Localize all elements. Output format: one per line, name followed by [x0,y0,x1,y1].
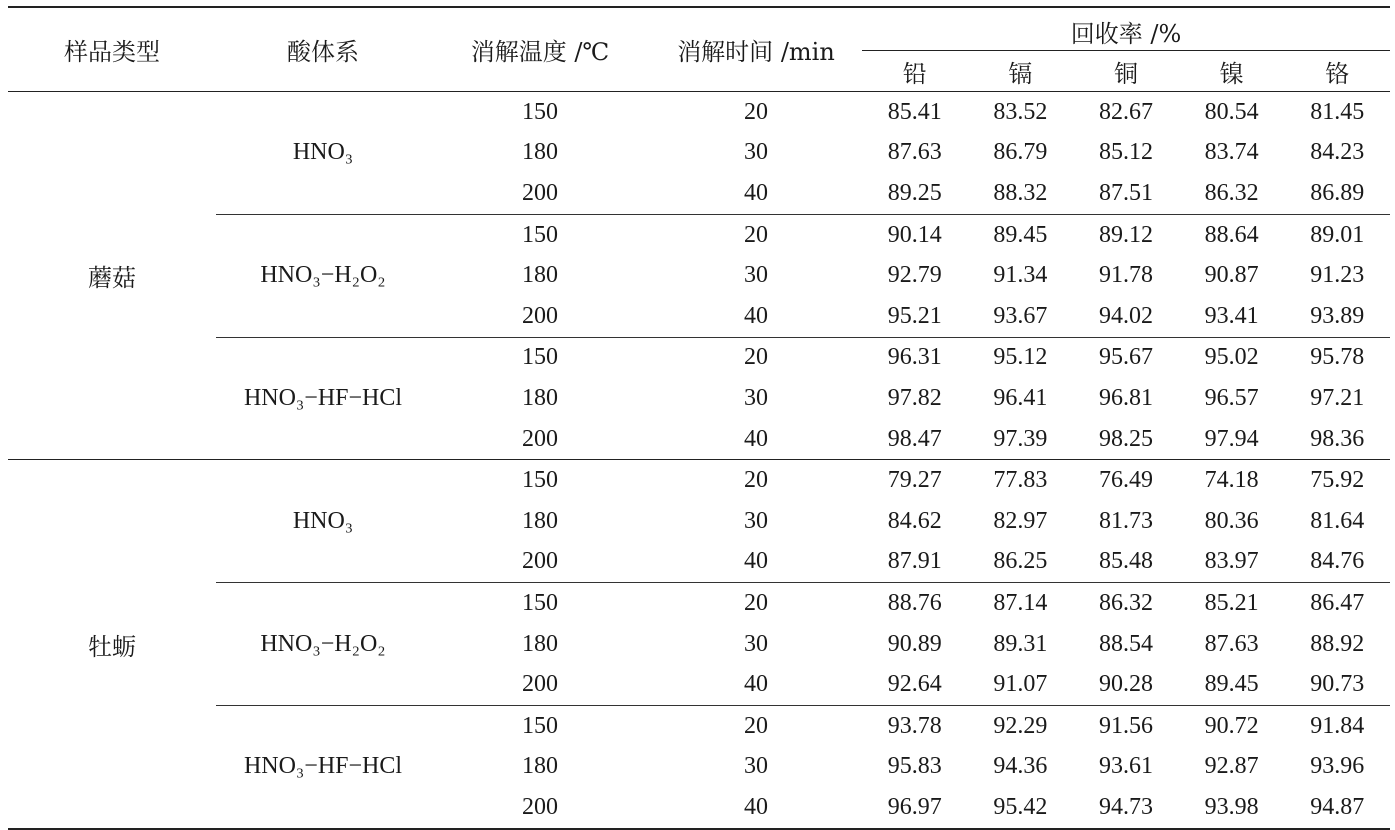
table-body [8,92,1390,829]
cadmium-recovery-cell: 82.97 [993,507,1048,534]
chromium-recovery-cell: 91.84 [1310,712,1365,739]
lead-recovery-cell: 93.78 [887,712,942,739]
nickel-recovery-cell: 93.41 [1179,296,1285,337]
chromium-recovery-cell: 89.01 [1310,221,1365,248]
acid-system-cell: HNO₃−H₂O₂ [216,214,430,337]
lead-recovery-cell: 97.82 [887,384,942,411]
cadmium-recovery-cell: 92.29 [993,712,1048,739]
acid-system-cell: HNO₃−H₂O₂ [216,583,430,706]
copper-recovery-cell: 86.32 [1098,589,1153,616]
lead-recovery-cell: 87.63 [887,139,942,166]
temperature-cell: 150 [522,98,558,125]
lead-recovery-cell: 92.64 [862,664,968,705]
chromium-recovery-cell: 81.64 [1310,507,1365,534]
temperature-cell: 150 [522,589,558,616]
temperature-cell: 150 [522,221,558,248]
chromium-recovery-cell: 86.89 [1284,173,1390,214]
lead-recovery-cell: 96.31 [887,344,942,371]
nickel-recovery-cell: 88.64 [1204,221,1259,248]
lead-recovery-cell: 95.83 [887,753,942,780]
time-cell: 40 [650,296,862,337]
cadmium-recovery-cell: 87.14 [993,589,1048,616]
nickel-recovery-cell: 90.87 [1204,262,1259,289]
copper-recovery-cell: 95.67 [1098,344,1153,371]
time-cell: 20 [744,98,768,125]
nickel-recovery-cell: 85.21 [1204,589,1259,616]
table-row [8,214,1390,255]
time-cell: 20 [744,467,768,494]
table-row [8,583,1390,624]
nickel-recovery-cell: 80.36 [1204,507,1259,534]
lead-recovery-cell: 89.25 [862,173,968,214]
cadmium-recovery-cell: 97.39 [968,419,1074,460]
chromium-recovery-cell: 94.87 [1284,787,1390,829]
copper-recovery-cell: 88.54 [1098,630,1153,657]
nickel-recovery-cell: 93.98 [1179,787,1285,829]
copper-recovery-cell: 85.12 [1098,139,1153,166]
table-header [8,7,1390,92]
copper-recovery-cell: 91.78 [1098,262,1153,289]
copper-recovery-cell: 89.12 [1098,221,1153,248]
table-row [8,337,1390,378]
table-row [8,460,1390,501]
nickel-recovery-cell: 80.54 [1204,98,1259,125]
temperature-cell: 180 [522,753,558,780]
table-row [8,705,1390,746]
copper-recovery-cell: 82.67 [1098,98,1153,125]
time-cell: 40 [650,787,862,829]
copper-recovery-cell: 96.81 [1098,384,1153,411]
copper-recovery-cell: 90.28 [1073,664,1179,705]
nickel-recovery-cell: 83.74 [1204,139,1259,166]
lead-recovery-cell: 96.97 [862,787,968,829]
temperature-cell: 200 [430,787,650,829]
chromium-recovery-cell: 91.23 [1310,262,1365,289]
temperature-cell: 180 [522,507,558,534]
temperature-cell: 180 [522,384,558,411]
cadmium-recovery-cell: 77.83 [993,467,1048,494]
time-cell: 20 [744,344,768,371]
lead-recovery-cell: 95.21 [862,296,968,337]
lead-recovery-cell: 90.14 [887,221,942,248]
nickel-recovery-cell: 86.32 [1179,173,1285,214]
chromium-recovery-cell: 95.78 [1310,344,1365,371]
header-element-chromium: 铬 [1284,51,1390,92]
time-cell: 40 [650,664,862,705]
copper-recovery-cell: 87.51 [1073,173,1179,214]
nickel-recovery-cell: 89.45 [1179,664,1285,705]
header-element-lead: 铅 [862,51,968,92]
temperature-cell: 200 [430,296,650,337]
temperature-cell: 150 [522,344,558,371]
time-cell: 40 [650,419,862,460]
sample-type-cell: 蘑菇 [8,92,216,460]
table-row [8,92,1390,133]
cadmium-recovery-cell: 91.07 [968,664,1074,705]
acid-system-cell: HNO₃ [216,460,430,583]
time-cell: 20 [744,221,768,248]
chromium-recovery-cell: 93.89 [1284,296,1390,337]
cadmium-recovery-cell: 95.42 [968,787,1074,829]
temperature-cell: 180 [522,262,558,289]
temperature-cell: 180 [522,630,558,657]
cadmium-recovery-cell: 93.67 [968,296,1074,337]
acid-system-cell: HNO₃ [216,92,430,215]
lead-recovery-cell: 87.91 [862,542,968,583]
cadmium-recovery-cell: 94.36 [993,753,1048,780]
time-cell: 30 [744,384,768,411]
chromium-recovery-cell: 84.76 [1284,542,1390,583]
time-cell: 40 [650,542,862,583]
cadmium-recovery-cell: 91.34 [993,262,1048,289]
nickel-recovery-cell: 96.57 [1204,384,1259,411]
lead-recovery-cell: 85.41 [887,98,942,125]
header-element-nickel: 镍 [1179,51,1285,92]
nickel-recovery-cell: 87.63 [1204,630,1259,657]
cadmium-recovery-cell: 96.41 [993,384,1048,411]
chromium-recovery-cell: 81.45 [1310,98,1365,125]
chromium-recovery-cell: 84.23 [1310,139,1365,166]
temperature-cell: 150 [522,467,558,494]
time-cell: 40 [650,173,862,214]
chromium-recovery-cell: 98.36 [1284,419,1390,460]
lead-recovery-cell: 79.27 [887,467,942,494]
chromium-recovery-cell: 88.92 [1310,630,1365,657]
copper-recovery-cell: 98.25 [1073,419,1179,460]
chromium-recovery-cell: 97.21 [1310,384,1365,411]
cadmium-recovery-cell: 88.32 [968,173,1074,214]
header-element-copper: 铜 [1073,51,1179,92]
cadmium-recovery-cell: 86.79 [993,139,1048,166]
header-time: 消解时间 /min [650,7,862,92]
lead-recovery-cell: 90.89 [887,630,942,657]
time-cell: 20 [744,589,768,616]
cadmium-recovery-cell: 95.12 [993,344,1048,371]
nickel-recovery-cell: 83.97 [1179,542,1285,583]
copper-recovery-cell: 91.56 [1098,712,1153,739]
sample-type-cell: 牡蛎 [8,460,216,829]
header-acid-system: 酸体系 [216,7,430,92]
copper-recovery-cell: 76.49 [1098,467,1153,494]
nickel-recovery-cell: 97.94 [1179,419,1285,460]
time-cell: 30 [744,630,768,657]
acid-system-cell: HNO₃−HF−HCl [216,705,430,828]
chromium-recovery-cell: 93.96 [1310,753,1365,780]
acid-system-cell: HNO₃−HF−HCl [216,337,430,460]
cadmium-recovery-cell: 89.31 [993,630,1048,657]
lead-recovery-cell: 84.62 [887,507,942,534]
copper-recovery-cell: 94.73 [1073,787,1179,829]
copper-recovery-cell: 93.61 [1098,753,1153,780]
temperature-cell: 200 [430,173,650,214]
header-sample-type: 样品类型 [8,7,216,92]
copper-recovery-cell: 81.73 [1098,507,1153,534]
time-cell: 20 [744,712,768,739]
chromium-recovery-cell: 86.47 [1310,589,1365,616]
cadmium-recovery-cell: 89.45 [993,221,1048,248]
temperature-cell: 200 [430,419,650,460]
temperature-cell: 200 [430,664,650,705]
chromium-recovery-cell: 75.92 [1310,467,1365,494]
temperature-cell: 150 [522,712,558,739]
chromium-recovery-cell: 90.73 [1284,664,1390,705]
header-recovery: 回收率 /% [862,7,1390,51]
recovery-table [8,6,1390,830]
header-temperature: 消解温度 /℃ [430,7,650,92]
header-element-cadmium: 镉 [968,51,1074,92]
lead-recovery-cell: 88.76 [887,589,942,616]
nickel-recovery-cell: 74.18 [1204,467,1259,494]
cadmium-recovery-cell: 83.52 [993,98,1048,125]
lead-recovery-cell: 92.79 [887,262,942,289]
copper-recovery-cell: 94.02 [1073,296,1179,337]
time-cell: 30 [744,507,768,534]
lead-recovery-cell: 98.47 [862,419,968,460]
copper-recovery-cell: 85.48 [1073,542,1179,583]
nickel-recovery-cell: 92.87 [1204,753,1259,780]
time-cell: 30 [744,262,768,289]
cadmium-recovery-cell: 86.25 [968,542,1074,583]
time-cell: 30 [744,753,768,780]
nickel-recovery-cell: 95.02 [1204,344,1259,371]
time-cell: 30 [744,139,768,166]
temperature-cell: 180 [522,139,558,166]
temperature-cell: 200 [430,542,650,583]
nickel-recovery-cell: 90.72 [1204,712,1259,739]
